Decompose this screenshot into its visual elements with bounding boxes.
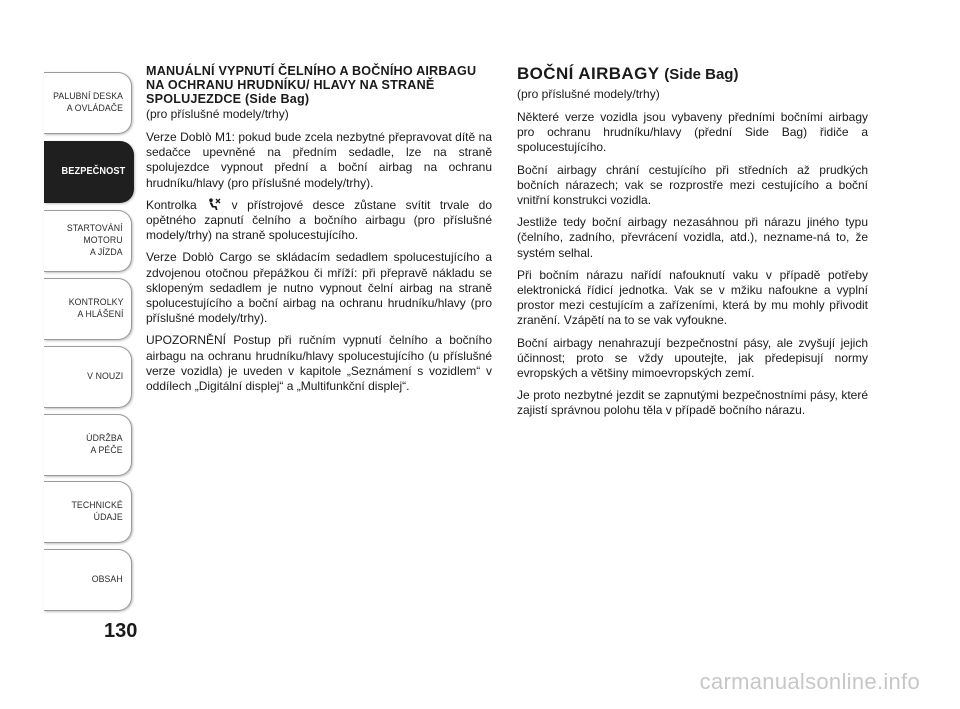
paragraph: Boční airbagy nenahrazují bezpečnostní pásy, ale zvyšují jejich účinnost; proto se vždy upoutejte, jak předepisují normy evropských a většiny mimoevropských zemí. [517,335,868,381]
applicability-note: (pro příslušné modely/trhy) [146,107,289,121]
warning-paragraph: UPOZORNĚNÍ Postup při ručním vypnutí čelního a bočního airbagu na ochranu hrudníku/hlavy spolucestujícího (u příslušné verze vozidla) je uveden v kapitole „Seznámení s vozidlem“ v oddílech „Digitální displej“ a „Multifunkční displej“. [146,333,492,394]
section-title [517,64,868,85]
applicability-note: (pro příslušné modely/trhy) [517,87,660,101]
tab-label: PALUBNÍ DESKA A OVLÁDAČE [52,91,123,114]
tab-technicke-udaje[interactable] [44,481,132,543]
tab-label: V NOUZI [86,371,123,382]
tab-startovani[interactable] [44,210,132,272]
tab-palubni-deska[interactable] [44,72,132,134]
left-column [146,64,492,401]
paragraph: Některé verze vozidla jsou vybaveny předními bočními airbagy pro ochranu hrudníku/hlavy (přední Side Bag) řidiče a spolucestujícího. [517,110,868,155]
section-heading: MANUÁLNÍ VYPNUTÍ ČELNÍHO A BOČNÍHO AIRBAGU NA OCHRANU HRUDNÍKU/ HLAVY NA STRANĚ SPOLUJEZDCE (Side Bag) [146,64,477,106]
paragraph-text: v přístrojové desce zůstane svítit trvale do opětného zapnutí čelního a bočního airbagu (pro příslušné modely/trhy) na straně spolucestujícího. [146,197,492,243]
tab-label: KONTROLKY A HLÁŠENÍ [68,297,123,320]
tab-label: STARTOVÁNÍ MOTORU A JÍZDA [67,223,123,258]
paragraph: Boční airbagy chrání cestujícího při středních až prudkých bočních nárazech; vak se rozprostře mezi cestujícího a boční vnitřní konstrukci vozidla. [517,162,868,208]
tab-label: TECHNICKÉ ÚDAJE [71,500,123,523]
paragraph: Verze Doblò M1: pokud bude zcela nezbytné přepravovat dítě na sedačce upevněné na předním sedadle, lze na straně spolujezdce vypnout přední a boční airbag na ochranu hrudníku/hlavy (pro příslušné modely/trhy). [146,130,492,190]
page-number: 130 [104,620,138,642]
paragraph: Verze Doblò Cargo se skládacím sedadlem spolucestujícího a zdvojenou otočnou přepážkou či mříží: při přepravě nákladu se sklopeným sedadlem je nutno vypnout čelní airbag na straně spolucestujícího a boční airbag na ochranu hrudníku/hlavy (pro příslušné modely/trhy). [146,250,492,326]
tab-obsah[interactable] [44,549,132,611]
tab-label: BEZPEČNOST [61,166,125,177]
tab-udrzba[interactable] [44,414,132,476]
tab-label: ÚDRŽBA A PÉČE [86,433,123,456]
right-column [517,64,868,426]
section-title-suffix: (Side Bag) [664,66,739,83]
passenger-airbag-off-icon [207,198,221,211]
paragraph: Při bočním nárazu nařídí nafouknutí vaku v případě potřeby elektronická řídicí jednotka. Vak se v mžiku nafoukne a vyplní prostor mezi cestujícím a zařízeními, která by mu mohly přivodit zranění. Vzápětí na to se vak vyfoukne. [517,267,868,328]
watermark: carmanualsonline.info [699,669,920,694]
paragraph-indicator [146,198,492,244]
tab-label: OBSAH [91,574,123,585]
paragraph-text: Kontrolka [146,197,197,212]
section-title-text: BOČNÍ AIRBAGY [517,64,660,83]
tab-bezpecnost[interactable] [44,141,134,203]
tab-v-nouzi[interactable] [44,346,132,408]
paragraph: Je proto nezbytné jezdit se zapnutými bezpečnostními pásy, které zajistí správnou polohu těla v případě bočního nárazu. [517,388,868,418]
paragraph: Jestliže tedy boční airbagy nezasáhnou při nárazu jiného typu (čelního, zadního, převrácení vozidla, atd.), nezname-ná to, že systém selhal. [517,215,868,260]
tab-kontrolky[interactable] [44,278,132,340]
